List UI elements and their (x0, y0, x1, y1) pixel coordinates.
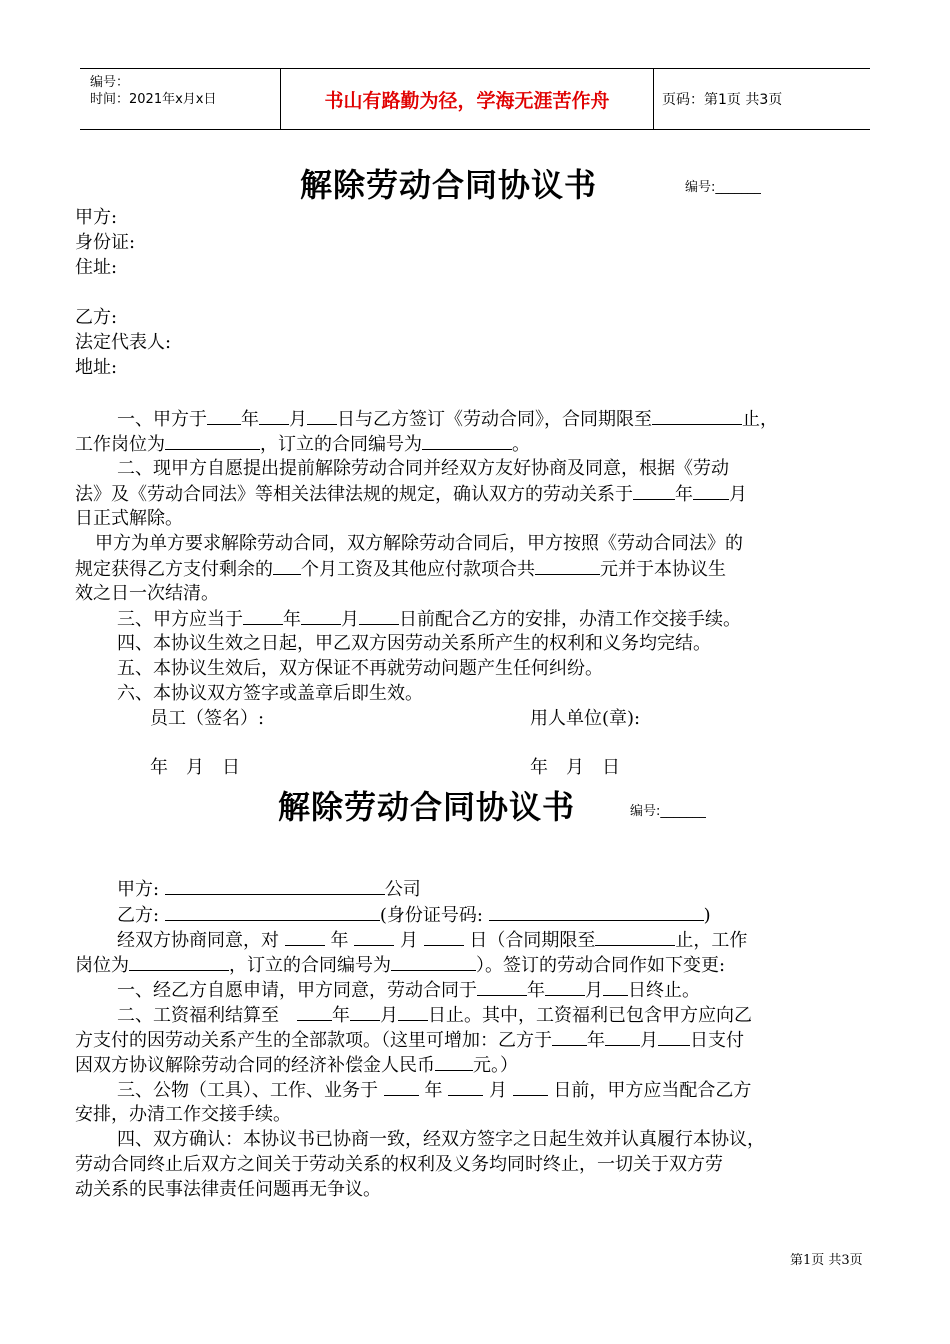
doc2-clause-1: 一、经乙方自愿申请，甲方同意，劳动合同于 年 月 日终止。 (117, 977, 700, 1003)
doc1-clause-2-line2: 法》及《劳动合同法》等相关法律法规的规定，确认双方的劳动关系于 年 月 (75, 481, 747, 507)
doc1-clause-1-line2: 工作岗位为 ，订立的合同编号为 。 (75, 431, 530, 457)
doc1-clause-1-line1: 一、甲方于 年 月 日与乙方签订《劳动合同》，合同期限至 止， (117, 406, 778, 432)
doc1-party-b-name: 乙方: (75, 307, 118, 328)
footer-page-info: 第1页 共3页 (790, 1253, 863, 1268)
header-number-label: 编号： (90, 75, 130, 90)
header-time-label: 时间：2021年x月x日 (90, 92, 217, 107)
doc1-sign-employee: 员工（签名）: (150, 708, 265, 729)
doc2-party-a: 甲方: 公司 (117, 876, 421, 902)
doc1-title: 解除劳动合同协议书 (300, 166, 598, 204)
doc2-clause-2-line1: 二、工资福利结算至 年 月 日止。其中，工资福利已包含甲方应向乙 (117, 1002, 752, 1028)
header-left-cell (80, 69, 280, 129)
doc1-party-b-rep: 法定代表人: (75, 332, 172, 353)
doc1-party-a-name: 甲方: (75, 207, 118, 228)
doc1-clause-4: 四、本协议生效之日起，甲乙双方因劳动关系所产生的权利和义务均完结。 (117, 633, 711, 654)
doc2-party-b: 乙方: (身份证号码: ) (117, 902, 711, 928)
doc1-sign-employer: 用人单位(章): (530, 708, 641, 729)
doc1-date-right: 年 月 日 (530, 757, 620, 778)
doc2-clause-2-line3: 因双方协议解除劳动合同的经济补偿金人民币 元。） (75, 1052, 518, 1078)
doc1-party-b-address: 地址: (75, 357, 118, 378)
doc1-clause-5: 五、本协议生效后，双方保证不再就劳动问题产生任何纠纷。 (117, 658, 603, 679)
header-table (80, 68, 870, 130)
doc1-date-left: 年 月 日 (150, 757, 240, 778)
doc1-party-a-id: 身份证: (75, 232, 136, 253)
doc1-party-a-address: 住址: (75, 257, 118, 278)
doc2-clause-4-line3: 动关系的民事法律责任问题再无争议。 (75, 1179, 381, 1200)
header-page-info: 页码：第1页 共3页 (662, 92, 783, 108)
doc1-clause-2b-line3: 效之日一次结清。 (75, 583, 219, 604)
doc1-clause-3: 三、甲方应当于 年 月 日前配合乙方的安排，办清工作交接手续。 (117, 606, 741, 632)
doc2-clause-3-line2: 安排，办清工作交接手续。 (75, 1104, 291, 1125)
doc2-clause-4-line1: 四、双方确认：本协议书已协商一致，经双方签字之日起生效并认真履行本协议， (117, 1129, 765, 1150)
doc1-clause-6: 六、本协议双方签字或盖章后即生效。 (117, 683, 423, 704)
doc1-number-label: 编号:_______ (685, 180, 761, 195)
doc1-clause-2b-line1: 甲方为单方要求解除劳动合同，双方解除劳动合同后，甲方按照《劳动合同法》的 (95, 533, 743, 554)
doc2-number-label: 编号:_______ (630, 804, 706, 819)
doc1-clause-2-line1: 二、现甲方自愿提出提前解除劳动合同并经双方友好协商及同意，根据《劳动 (117, 458, 729, 479)
doc2-intro-line1: 经双方协商同意，对 年 月 日（合同期限至 止，工作 (117, 927, 747, 953)
doc2-clause-4-line2: 劳动合同终止后双方之间关于劳动关系的权利及义务均同时终止，一切关于双方劳 (75, 1154, 723, 1175)
doc2-title: 解除劳动合同协议书 (278, 788, 576, 826)
doc2-clause-2-line2: 方支付的因劳动关系产生的全部款项。（这里可增加：乙方于 年 月 日支付 (75, 1027, 744, 1053)
doc2-clause-3-line1: 三、公物（工具）、工作、业务于 年 月 日前，甲方应当配合乙方 (117, 1077, 751, 1103)
doc2-intro-line2: 岗位为 ，订立的合同编号为 ）。签订的劳动合同作如下变更: (75, 952, 725, 978)
doc1-clause-2-line3: 日正式解除。 (75, 508, 183, 529)
header-motto: 书山有路勤为径，学海无涯苦作舟 (280, 69, 654, 129)
doc1-clause-2b-line2: 规定获得乙方支付剩余的 个月工资及其他应付款项合共 元并于本协议生 (75, 556, 726, 582)
